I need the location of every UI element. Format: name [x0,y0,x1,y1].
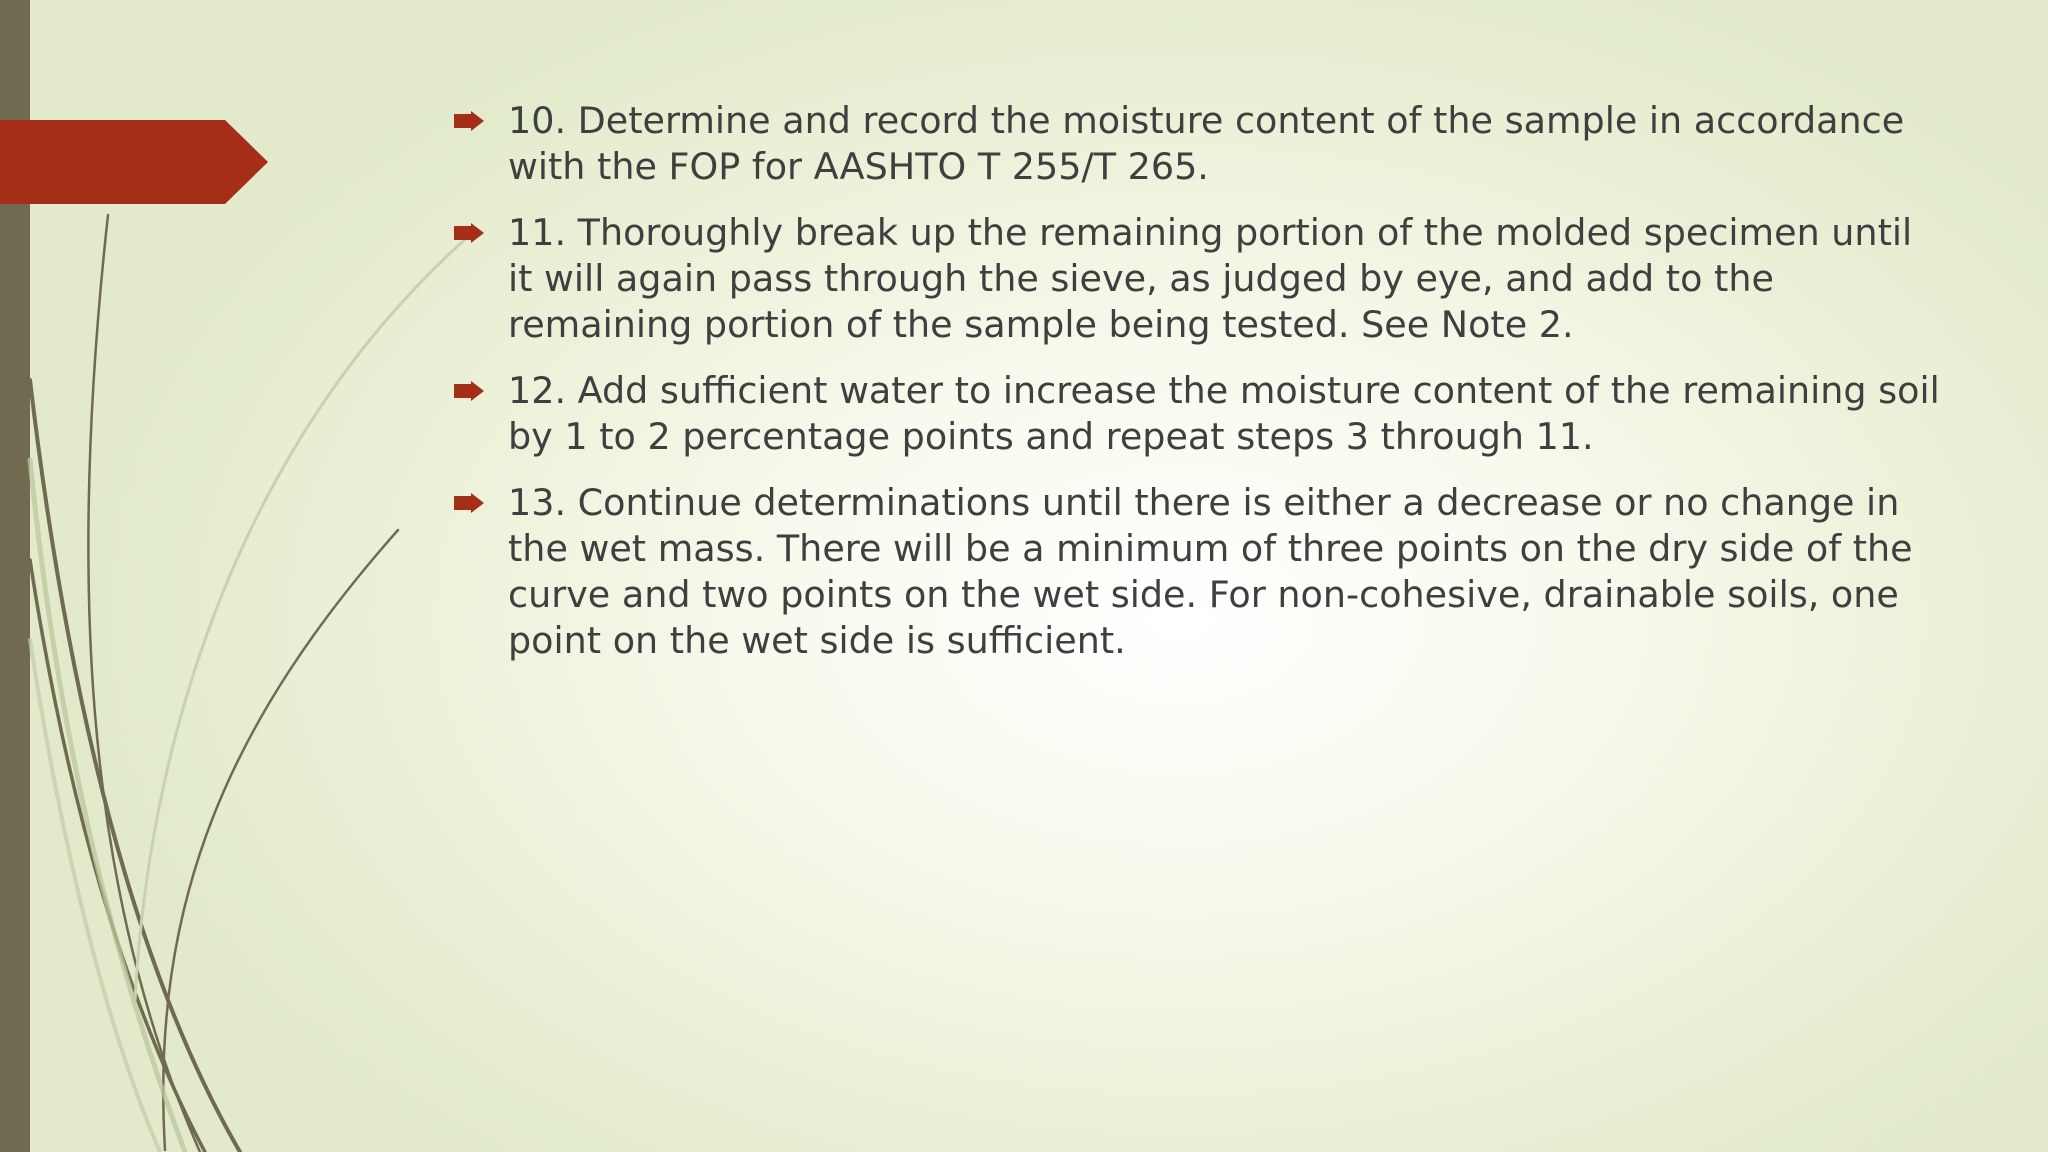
list-item [446,368,1946,460]
bullet-text: 11. Thoroughly break up the remaining portion of the molded specimen until it will again pass through the sieve, as judged by eye, and add to the remaining portion of the sample being tested. See Note 2. [508,211,1913,346]
bullet-text: 13. Continue determinations until there is either a decrease or no change in the wet mass. There will be a minimum of three points on the dry side of the curve and two points on the wet side. For non-cohesive, drainable soils, one point on the wet side is sufficient. [508,481,1913,662]
arrow-bullet-icon [454,223,484,243]
bullet-list [446,98,1946,684]
arrow-bullet-icon [454,493,484,513]
list-item [446,98,1946,190]
title-marker-shape [0,120,268,204]
arrow-bullet-icon [454,111,484,131]
list-item [446,210,1946,348]
bullet-text: 10. Determine and record the moisture content of the sample in accordance with the FOP for AASHTO T 255/T 265. [508,99,1905,188]
arrow-bullet-icon [454,381,484,401]
bullet-text: 12. Add sufficient water to increase the moisture content of the remaining soil by 1 to 2 percentage points and repeat steps 3 through 11. [508,369,1940,458]
list-item [446,480,1946,664]
